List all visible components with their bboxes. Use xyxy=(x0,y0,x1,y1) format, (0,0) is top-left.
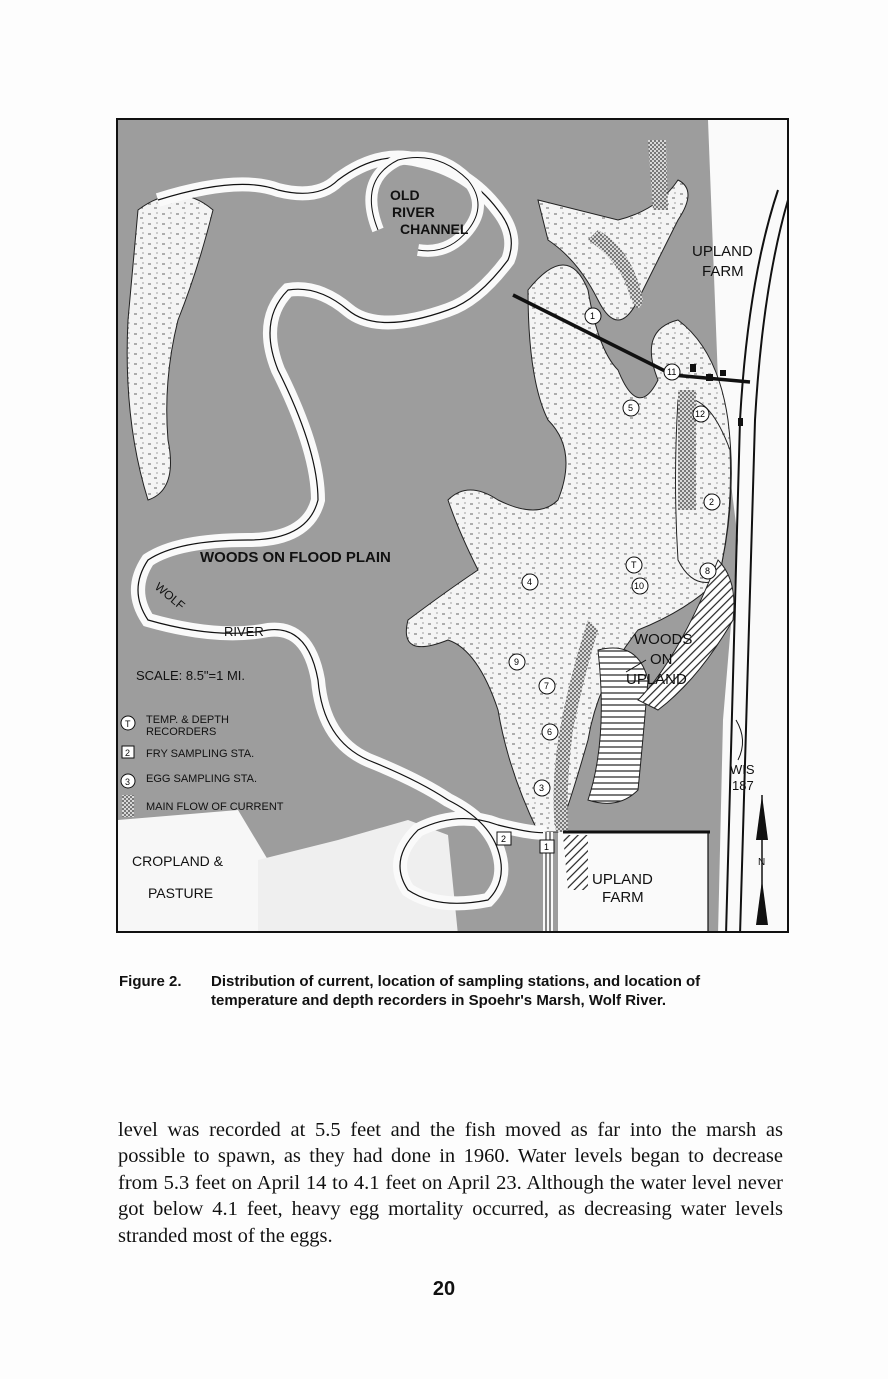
cropland-label-1: CROPLAND & xyxy=(132,853,224,869)
scale-label: SCALE: 8.5"=1 MI. xyxy=(136,668,246,683)
svg-text:8: 8 xyxy=(705,566,711,576)
woods-upland-1: WOODS xyxy=(634,631,693,648)
upland-farm-bottom-1: UPLAND xyxy=(592,871,653,888)
legend-symbol-fry: 2 xyxy=(125,748,131,758)
upland-farm-top-1: UPLAND xyxy=(692,243,753,260)
egg-station-2 xyxy=(704,494,720,510)
legend-egg: EGG SAMPLING STA. xyxy=(146,773,258,785)
svg-text:10: 10 xyxy=(634,581,645,591)
marsh-map-figure xyxy=(116,118,789,933)
egg-station-5 xyxy=(623,400,639,416)
svg-text:6: 6 xyxy=(547,727,553,737)
wis-label: WIS xyxy=(730,762,755,777)
farm-building xyxy=(738,418,743,426)
legend-temp-2: RECORDERS xyxy=(146,726,217,738)
body-paragraph: level was recorded at 5.5 feet and the fish moved as far into the marsh as possible to spawn, as they had done in 1960. Water levels began to decrease from 5.3 feet on April 14 to 4.1 feet on April 23. Although the water level never got below 4.1 feet, heavy egg mortality occurred, as decreasing water levels stranded most of the eggs. xyxy=(118,1118,783,1247)
svg-text:2: 2 xyxy=(501,834,507,844)
svg-text:1: 1 xyxy=(544,842,550,852)
svg-text:11: 11 xyxy=(667,367,677,377)
wolf-label: WOLF xyxy=(152,579,188,613)
woods-flood-plain-label: WOODS ON FLOOD PLAIN xyxy=(200,549,391,566)
egg-station-6 xyxy=(542,724,558,740)
farm-building xyxy=(720,370,726,376)
woods-upland-2: ON xyxy=(650,651,673,668)
marsh-west-lobe xyxy=(127,195,213,500)
farm-building xyxy=(690,364,696,372)
cropland-label-2: PASTURE xyxy=(148,885,214,901)
egg-station-4 xyxy=(522,574,538,590)
fry-station-2 xyxy=(497,832,511,845)
map-legend xyxy=(121,714,284,817)
old-river-label-1: OLD xyxy=(390,187,420,203)
svg-text:7: 7 xyxy=(544,681,550,691)
figure-label: Figure 2. xyxy=(119,973,182,990)
svg-text:2: 2 xyxy=(709,497,715,507)
farm-building xyxy=(706,374,713,381)
egg-station-11 xyxy=(664,364,680,380)
svg-text:3: 3 xyxy=(539,783,545,793)
upland-farm-top-2: FARM xyxy=(702,263,744,280)
upland-farm-bottom-2: FARM xyxy=(602,889,644,906)
wis-number: 187 xyxy=(732,778,754,793)
cropland-area xyxy=(118,810,268,933)
fry-station-1 xyxy=(540,840,554,853)
north-label: N xyxy=(758,857,766,868)
svg-text:5: 5 xyxy=(628,403,634,413)
svg-text:T: T xyxy=(631,560,637,570)
marsh-map xyxy=(118,120,789,933)
egg-station-10 xyxy=(632,578,648,594)
egg-station-9 xyxy=(509,654,525,670)
svg-text:9: 9 xyxy=(514,657,520,667)
egg-station-7 xyxy=(539,678,555,694)
woods-upland-3: UPLAND xyxy=(626,671,687,688)
temp-recorder-station xyxy=(626,557,642,573)
svg-text:4: 4 xyxy=(527,577,533,587)
legend-current: MAIN FLOW OF CURRENT xyxy=(146,801,284,813)
current-flow-east xyxy=(678,390,696,510)
river-label: RIVER xyxy=(224,624,264,639)
svg-text:12: 12 xyxy=(695,409,706,419)
legend-fry: FRY SAMPLING STA. xyxy=(146,748,255,760)
legend-symbol-egg: 3 xyxy=(125,777,131,787)
figure-caption-text: Distribution of current, location of sampling stations, and location of temperature and depth recorders in Spoehr's Marsh, Wolf River. xyxy=(211,973,701,1009)
egg-station-12 xyxy=(693,406,709,422)
current-flow-north xyxy=(648,140,668,210)
bottom-open-area xyxy=(258,820,458,933)
egg-station-1 xyxy=(585,308,601,324)
page-number: 20 xyxy=(432,1278,456,1300)
svg-text:1: 1 xyxy=(590,311,596,321)
egg-station-8 xyxy=(700,563,716,579)
old-river-label-2: RIVER xyxy=(392,204,435,220)
egg-station-3 xyxy=(534,780,550,796)
legend-symbol-temp: T xyxy=(125,719,131,729)
legend-temp-1: TEMP. & DEPTH xyxy=(146,714,229,726)
old-river-label-3: CHANNEL xyxy=(400,221,469,237)
